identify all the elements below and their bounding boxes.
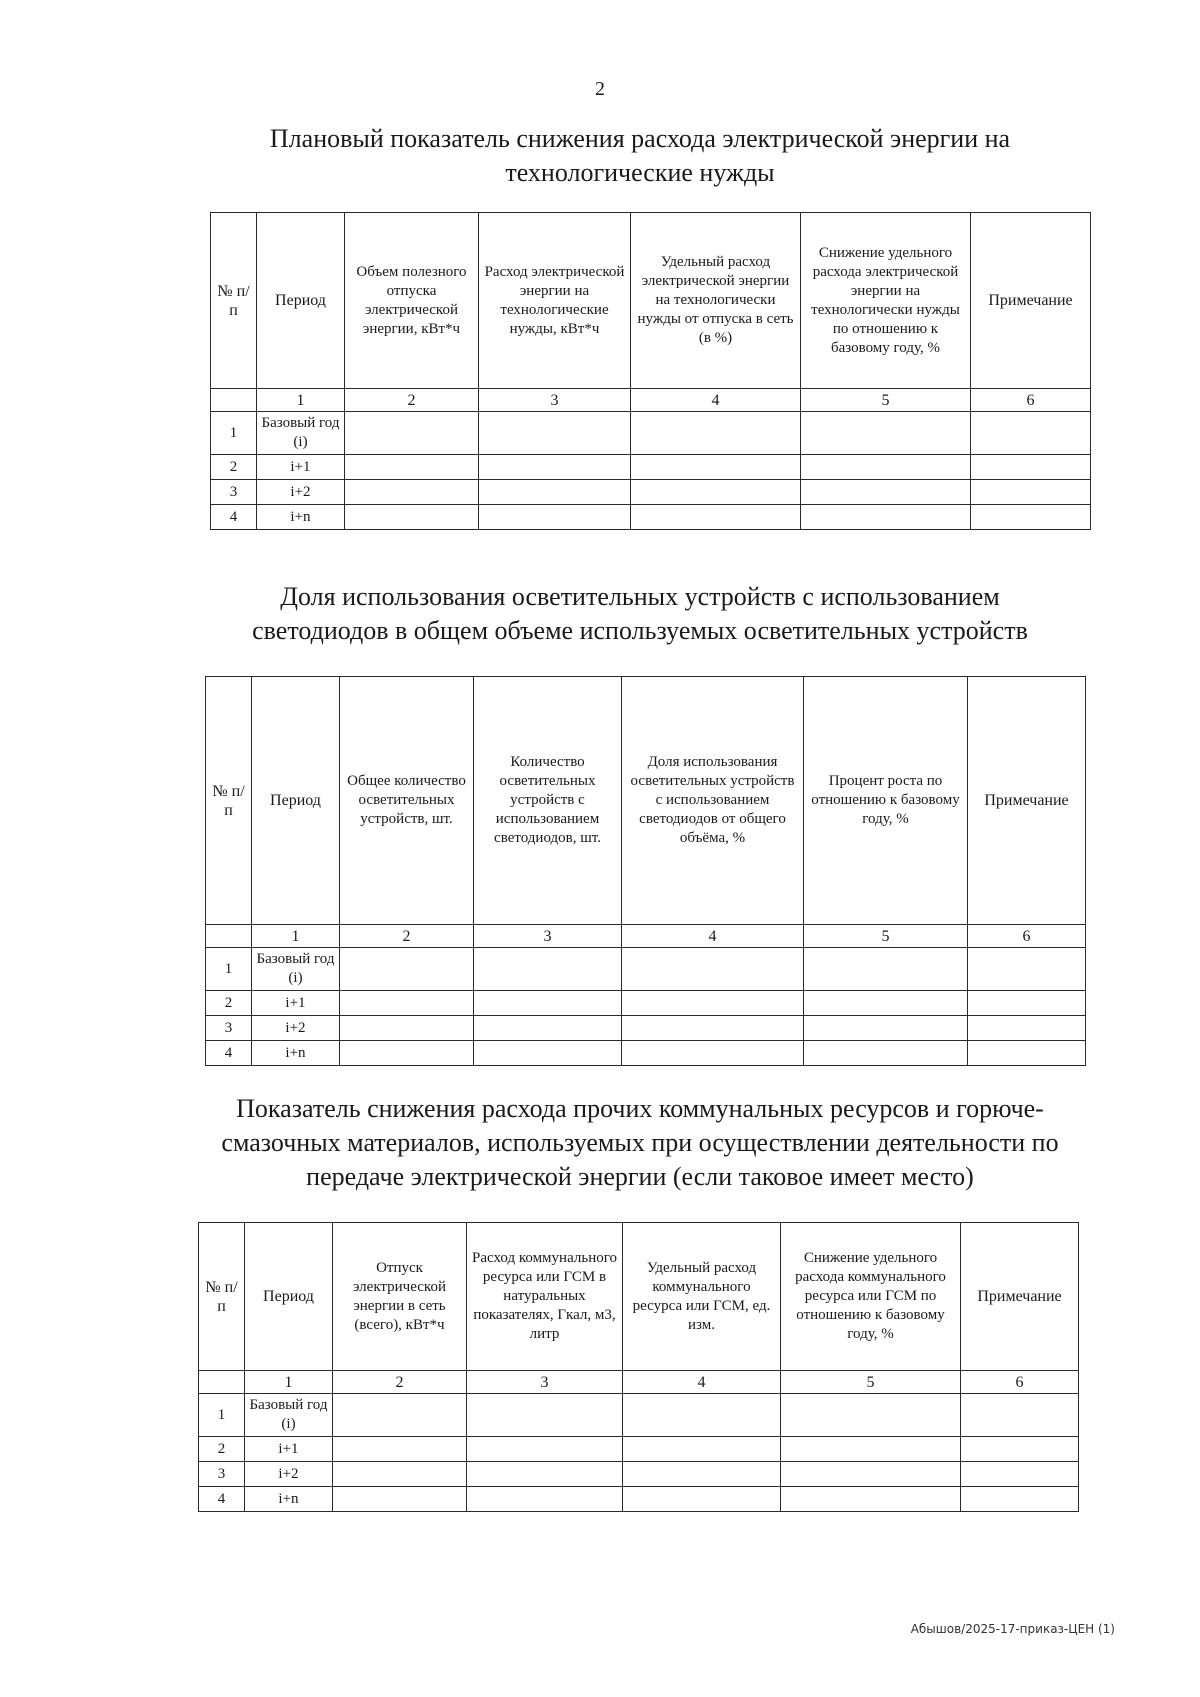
empty-cell — [801, 412, 971, 455]
header-cell: Отпуск электрической энергии в сеть (всего), кВт*ч — [333, 1223, 467, 1371]
empty-cell — [340, 991, 474, 1016]
empty-cell — [781, 1487, 961, 1512]
empty-cell — [340, 1041, 474, 1066]
empty-cell — [801, 505, 971, 530]
column-number-cell: 2 — [333, 1371, 467, 1394]
header-cell: Примечание — [961, 1223, 1079, 1371]
empty-cell — [467, 1487, 623, 1512]
empty-cell — [467, 1437, 623, 1462]
period-cell: Базовый год (i) — [245, 1394, 333, 1437]
empty-cell — [479, 505, 631, 530]
header-cell: Общее количество осветительных устройств, шт. — [340, 677, 474, 925]
table-header-row — [206, 677, 1086, 925]
header-cell: Снижение удельного расхода коммунального ресурса или ГСМ по отношению к базовому году, % — [781, 1223, 961, 1371]
header-cell: Процент роста по отношению к базовому году, % — [804, 677, 968, 925]
empty-cell — [467, 1462, 623, 1487]
empty-cell — [623, 1462, 781, 1487]
empty-cell — [961, 1394, 1079, 1437]
row-number-cell: 1 — [206, 948, 252, 991]
section-title-line: светодиодов в общем объеме используемых осветительных устройств — [252, 616, 1028, 645]
header-cell: Период — [245, 1223, 333, 1371]
column-number-cell: 5 — [781, 1371, 961, 1394]
empty-cell — [804, 1041, 968, 1066]
empty-cell — [623, 1437, 781, 1462]
table-row — [199, 1462, 1079, 1487]
empty-cell — [474, 1041, 622, 1066]
period-cell: i+1 — [245, 1437, 333, 1462]
column-number-cell: 4 — [622, 925, 804, 948]
empty-cell — [474, 991, 622, 1016]
column-number-cell: 4 — [623, 1371, 781, 1394]
section-title-line: Доля использования осветительных устройств с использованием — [280, 582, 1000, 611]
empty-cell — [479, 455, 631, 480]
empty-cell — [467, 1394, 623, 1437]
table-row — [211, 412, 1091, 455]
page-number: 2 — [595, 78, 605, 100]
header-cell: Расход коммунального ресурса или ГСМ в натуральных показателях, Гкал, м3, литр — [467, 1223, 623, 1371]
empty-cell — [968, 948, 1086, 991]
row-number-cell: 1 — [211, 412, 257, 455]
empty-cell — [333, 1394, 467, 1437]
empty-cell — [622, 1041, 804, 1066]
table-row — [199, 1437, 1079, 1462]
header-cell: Примечание — [971, 213, 1091, 389]
section-title-line: смазочных материалов, используемых при осуществлении деятельности по — [221, 1128, 1059, 1157]
period-cell: i+n — [245, 1487, 333, 1512]
empty-cell — [801, 480, 971, 505]
header-cell: Расход электрической энергии на технологические нужды, кВт*ч — [479, 213, 631, 389]
column-number-cell: 6 — [971, 389, 1091, 412]
document-footer: Абышов/2025-17-приказ-ЦЕН (1) — [910, 1622, 1115, 1636]
period-cell: i+2 — [252, 1016, 340, 1041]
row-number-cell: 2 — [206, 991, 252, 1016]
empty-cell — [631, 505, 801, 530]
empty-cell — [345, 455, 479, 480]
empty-cell — [961, 1487, 1079, 1512]
column-number-cell: 1 — [257, 389, 345, 412]
empty-cell — [804, 1016, 968, 1041]
header-cell: Примечание — [968, 677, 1086, 925]
section-title-line: Плановый показатель снижения расхода электрической энергии на — [269, 124, 1011, 153]
column-number-cell: 5 — [801, 389, 971, 412]
empty-cell — [333, 1437, 467, 1462]
row-number-cell: 4 — [199, 1487, 245, 1512]
header-cell: Доля использования осветительных устройств с использованием светодиодов от общего объёма, % — [622, 677, 804, 925]
empty-cell — [961, 1462, 1079, 1487]
header-cell: Период — [257, 213, 345, 389]
empty-cell — [345, 505, 479, 530]
empty-cell — [781, 1462, 961, 1487]
period-cell: i+1 — [252, 991, 340, 1016]
empty-cell — [622, 948, 804, 991]
empty-cell — [623, 1394, 781, 1437]
section-title-utilities-fuel — [160, 1092, 1120, 1194]
period-cell: i+1 — [257, 455, 345, 480]
header-cell: № п/п — [211, 213, 257, 389]
table-row — [206, 1041, 1086, 1066]
header-cell: Снижение удельного расхода электрической энергии на технологически нужды по отношению к базовому году, % — [801, 213, 971, 389]
table-row — [206, 948, 1086, 991]
section-title-line: технологические нужды — [505, 158, 775, 187]
table-row — [199, 1487, 1079, 1512]
row-number-cell: 2 — [211, 455, 257, 480]
table-row — [199, 1394, 1079, 1437]
table-electricity-reduction — [210, 212, 1091, 530]
period-cell: i+2 — [245, 1462, 333, 1487]
empty-cell — [971, 480, 1091, 505]
table-row — [211, 455, 1091, 480]
empty-cell — [622, 991, 804, 1016]
period-cell: i+n — [257, 505, 345, 530]
row-number-cell: 2 — [199, 1437, 245, 1462]
period-cell: Базовый год (i) — [257, 412, 345, 455]
empty-cell — [333, 1462, 467, 1487]
empty-cell — [623, 1487, 781, 1512]
empty-cell — [479, 412, 631, 455]
empty-cell — [474, 1016, 622, 1041]
table-row — [206, 1016, 1086, 1041]
empty-cell — [971, 505, 1091, 530]
section-title-electricity — [160, 122, 1120, 190]
period-cell: i+n — [252, 1041, 340, 1066]
empty-cell — [804, 991, 968, 1016]
empty-cell — [631, 480, 801, 505]
table-row — [211, 480, 1091, 505]
empty-cell — [781, 1394, 961, 1437]
empty-cell — [345, 480, 479, 505]
header-cell: Объем полезного отпуска электрической энергии, кВт*ч — [345, 213, 479, 389]
column-number-cell: 3 — [467, 1371, 623, 1394]
empty-cell — [345, 412, 479, 455]
empty-cell — [333, 1487, 467, 1512]
column-number-cell — [206, 925, 252, 948]
column-number-cell: 3 — [474, 925, 622, 948]
row-number-cell: 3 — [206, 1016, 252, 1041]
section-title-line: передаче электрической энергии (если таковое имеет место) — [306, 1162, 974, 1191]
table-utilities-fuel — [198, 1222, 1079, 1512]
empty-cell — [631, 412, 801, 455]
column-number-cell: 1 — [252, 925, 340, 948]
empty-cell — [622, 1016, 804, 1041]
column-number-cell — [199, 1371, 245, 1394]
empty-cell — [971, 455, 1091, 480]
column-number-cell: 6 — [968, 925, 1086, 948]
period-cell: Базовый год (i) — [252, 948, 340, 991]
header-cell: Период — [252, 677, 340, 925]
empty-cell — [968, 991, 1086, 1016]
empty-cell — [961, 1437, 1079, 1462]
section-title-line: Показатель снижения расхода прочих коммунальных ресурсов и горюче- — [236, 1094, 1044, 1123]
column-number-cell: 2 — [345, 389, 479, 412]
empty-cell — [781, 1437, 961, 1462]
column-number-row — [211, 389, 1091, 412]
column-number-row — [199, 1371, 1079, 1394]
column-number-cell: 4 — [631, 389, 801, 412]
empty-cell — [968, 1041, 1086, 1066]
empty-cell — [804, 948, 968, 991]
table-row — [211, 505, 1091, 530]
column-number-cell: 5 — [804, 925, 968, 948]
column-number-cell: 6 — [961, 1371, 1079, 1394]
row-number-cell: 4 — [206, 1041, 252, 1066]
empty-cell — [801, 455, 971, 480]
header-cell: Удельный расход электрической энергии на технологически нужды от отпуска в сеть (в %) — [631, 213, 801, 389]
empty-cell — [340, 948, 474, 991]
empty-cell — [479, 480, 631, 505]
section-title-led-share — [160, 580, 1120, 648]
empty-cell — [631, 455, 801, 480]
empty-cell — [474, 948, 622, 991]
column-number-cell: 2 — [340, 925, 474, 948]
table-header-row — [199, 1223, 1079, 1371]
row-number-cell: 3 — [199, 1462, 245, 1487]
row-number-cell: 1 — [199, 1394, 245, 1437]
header-cell: № п/п — [199, 1223, 245, 1371]
empty-cell — [968, 1016, 1086, 1041]
column-number-row — [206, 925, 1086, 948]
column-number-cell: 3 — [479, 389, 631, 412]
column-number-cell — [211, 389, 257, 412]
header-cell: № п/п — [206, 677, 252, 925]
header-cell: Удельный расход коммунального ресурса или ГСМ, ед. изм. — [623, 1223, 781, 1371]
header-cell: Количество осветительных устройств с использованием светодиодов, шт. — [474, 677, 622, 925]
row-number-cell: 3 — [211, 480, 257, 505]
table-led-share — [205, 676, 1086, 1066]
table-header-row — [211, 213, 1091, 389]
column-number-cell: 1 — [245, 1371, 333, 1394]
empty-cell — [971, 412, 1091, 455]
period-cell: i+2 — [257, 480, 345, 505]
empty-cell — [340, 1016, 474, 1041]
table-row — [206, 991, 1086, 1016]
row-number-cell: 4 — [211, 505, 257, 530]
